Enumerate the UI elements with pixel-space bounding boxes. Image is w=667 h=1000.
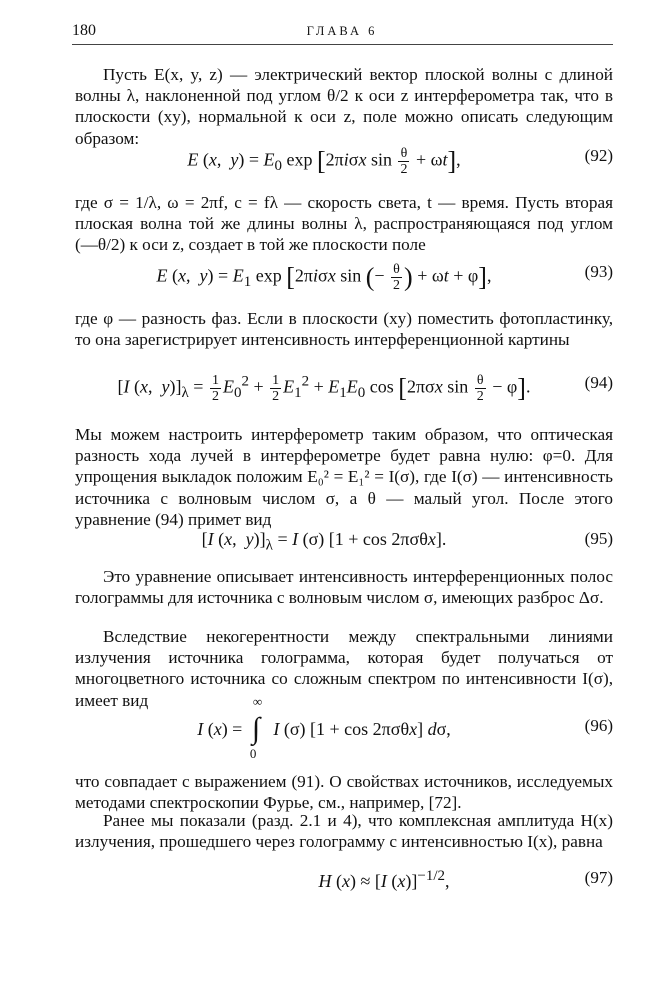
equation-94-body: [I (x, $y)]_\lambda$ = $\frac{1}{2}$ $E_0^2$ + $\frac{1}{2}$ $E_1^2 + E_1E_0$ cos [2πσx sin $\frac{\theta}{2}$ − φ]. bbox=[117, 373, 531, 404]
equation-93-body: E (x, $y) = E_1$ exp [2πiσx sin (− $\frac{\theta}{2}$ ) + ωt + φ], bbox=[156, 262, 492, 293]
paragraph-2: где σ = 1/λ, ω = 2πf, c = fλ — скорость света, t — время. Пусть вторая плоская волна той же длины волны λ, распространяющаяся под углом (—θ/2) к оси z, создает в той же плоскости поле bbox=[75, 193, 613, 255]
equation-92 bbox=[75, 146, 613, 186]
equation-96 bbox=[75, 694, 613, 766]
paragraph-4: Мы можем настроить интерферометр таким образом, что оптическая разность хода лучей в интерферометре будет равна нулю: φ=0. Для упрощения выкладок положим E₀² = E₁² = I(σ), где I(σ) — интенсивность источника с волновым числом σ, а θ — малый угол. После этого уравнение (94) примет вид bbox=[75, 425, 613, 529]
paragraph-3: где φ — разность фаз. Если в плоскости (xy) поместить фотопластинку, то она зарегистрирует интенсивность интерференционной картины bbox=[75, 309, 613, 350]
equation-number-93: (93) bbox=[584, 262, 613, 281]
paragraph-7: что совпадает с выражением (91). О свойствах источников, исследуемых методами спектроскопии Фурье, см., например, [72]. bbox=[75, 772, 613, 813]
equation-96-body: I (x) = ∞ ∫ 0 I (σ) [1 + cos 2πσθx] dσ, bbox=[197, 694, 451, 761]
equation-95 bbox=[75, 529, 613, 569]
equation-number-92: (92) bbox=[584, 146, 613, 165]
equation-93 bbox=[75, 262, 613, 302]
equation-92-body: E (x, $y) = E_0$ exp [2πiσx sin $\frac{\theta}{2}$ + ωt], bbox=[187, 146, 461, 177]
paragraph-6: Вследствие некогерентности между спектральными линиями излучения источника голограмма, которая будет получаться от многоцветного источника со сложным спектром по интенсивности I(σ), имеет вид bbox=[75, 627, 613, 710]
paragraph-1: Пусть E(x, y, z) — электрический вектор плоской волны с длиной волны λ, наклоненной под углом θ/2 к оси z интерферометра так, что в плоскости (xy), нормальной к оси z, поле можно описать следующим образом: bbox=[75, 65, 613, 148]
equation-number-94: (94) bbox=[584, 373, 613, 392]
equation-97-body: H (x) ≈ [I (x)]$^{-1/2}$, bbox=[318, 868, 450, 891]
header-rule bbox=[72, 44, 613, 45]
equation-number-97: (97) bbox=[584, 868, 613, 887]
page-number: 180 bbox=[72, 22, 96, 39]
equation-number-96: (96) bbox=[584, 716, 613, 735]
page-header bbox=[72, 22, 612, 44]
running-head: ГЛАВА 6 bbox=[306, 24, 378, 38]
equation-number-95: (95) bbox=[584, 529, 613, 548]
integral-sign: ∞ ∫ 0 bbox=[249, 694, 263, 761]
equation-95-body: [I (x, $y)]_\lambda = I$ (σ) [1 + cos 2πσθx]. bbox=[201, 529, 447, 554]
equation-97 bbox=[75, 868, 613, 908]
paragraph-5: Это уравнение описывает интенсивность интерференционных полос голограммы для источника с волновым числом σ, имеющих разброс Δσ. bbox=[75, 567, 613, 608]
paragraph-8: Ранее мы показали (разд. 2.1 и 4), что комплексная амплитуда H(x) излучения, прошедшего через голограмму с интенсивностью I(x), равна bbox=[75, 811, 613, 852]
equation-94 bbox=[75, 373, 613, 413]
